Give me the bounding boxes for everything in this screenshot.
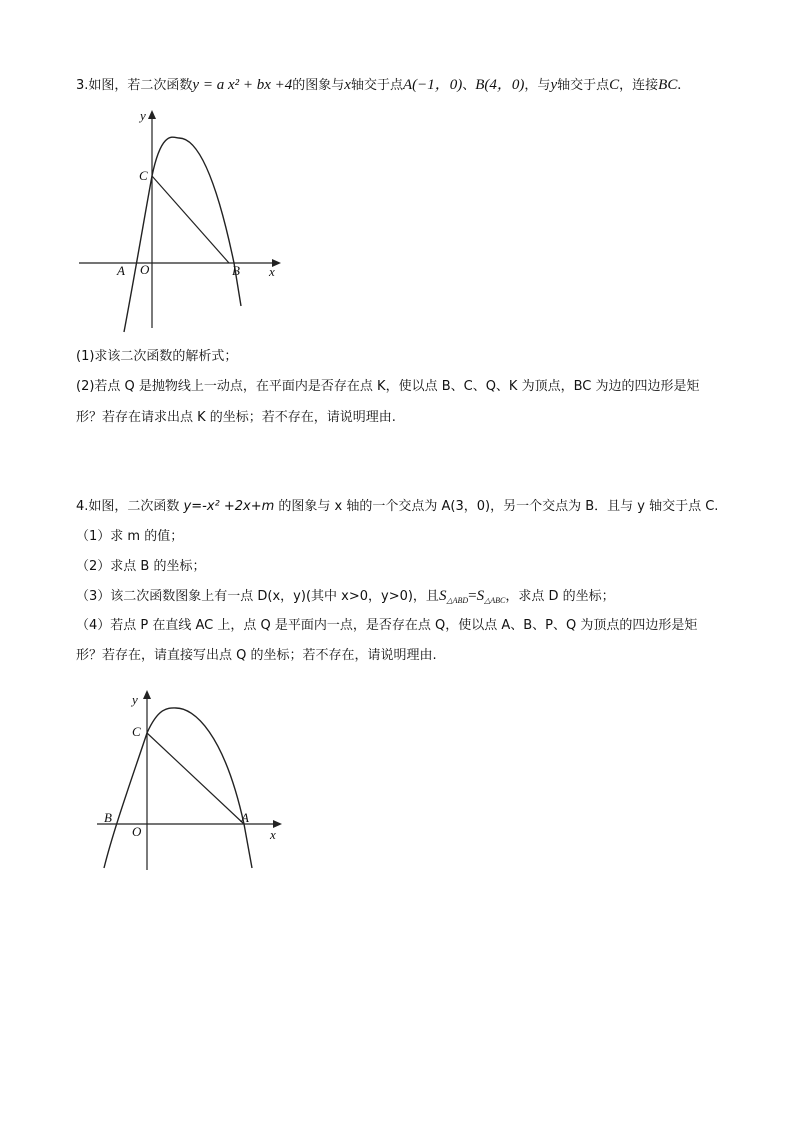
q3-point-b: B(4，0) (475, 77, 525, 93)
q4-part1: （1）求 m 的值； (76, 529, 184, 544)
q3-part1: (1)求该二次函数的解析式； (76, 349, 238, 364)
q4-label-a: A (241, 810, 249, 825)
q4-label-o: O (132, 824, 142, 839)
q3-text-f: ，连接 (619, 78, 659, 93)
q3-label-a: A (117, 263, 125, 278)
q4-figure (94, 688, 289, 873)
q3-text-b: 的图象与 (292, 78, 345, 93)
q3-segment-bc (152, 176, 229, 263)
q3-statement (76, 76, 681, 95)
q3-text-c: 轴交于点 (350, 78, 403, 93)
q4-label-x: x (270, 827, 276, 842)
q4-area-sub2: △ABC (484, 596, 506, 605)
q3-x-var: x (344, 77, 351, 93)
q3-point-a: A(−1，0) (402, 77, 463, 93)
q4-text-b: 的图象与 x 轴的一个交点为 A(3，0)，另一个交点为 B．且与 y 轴交于点 C. (274, 499, 719, 514)
q3-label-y: y (140, 108, 146, 123)
q4-part4-line2: 形？若存在，请直接写出点 Q 的坐标；若不存在，请说明理由. (76, 648, 437, 663)
q4-part3 (76, 587, 615, 610)
q4-area-s2: S (476, 588, 485, 604)
q4-part3-text-a: （3）该二次函数图象上有一点 D(x，y)(其中 x>0，y>0)，且 (76, 589, 439, 604)
q3-end: . (677, 77, 682, 93)
q4-equation: y=-x² +2x+m (183, 499, 275, 514)
q3-segment: BC (658, 77, 678, 93)
q3-text-e: 轴交于点 (557, 78, 610, 93)
q3-text-a: 如图，若二次函数 (88, 78, 193, 93)
q3-figure (76, 108, 286, 333)
q4-area-s1: S (438, 588, 447, 604)
q3-label-x: x (269, 264, 275, 279)
q3-text-d: ，与 (524, 78, 551, 93)
q4-part3-text-b: ，求点 D 的坐标； (505, 589, 615, 604)
q4-label-c: C (132, 724, 141, 739)
q4-statement (76, 498, 718, 516)
q3-label-o: O (140, 262, 150, 277)
q3-point-c: C (609, 77, 620, 93)
q3-number: 3. (76, 78, 89, 93)
q4-segment-ac (147, 733, 244, 824)
q4-parabola (104, 708, 252, 868)
q3-separator: 、 (462, 78, 476, 93)
q4-area-equals: = (468, 588, 477, 604)
q4-area-sub1: △ABD (446, 596, 469, 605)
q4-y-axis-arrow (143, 690, 151, 699)
q3-y-var: y (550, 77, 558, 93)
q4-label-y: y (132, 692, 138, 707)
q3-label-c: C (139, 168, 148, 183)
q4-part2: （2）求点 B 的坐标； (76, 559, 206, 574)
q4-text-a: 4.如图，二次函数 (76, 499, 184, 514)
q4-part4-line1: （4）若点 P 在直线 AC 上，点 Q 是平面内一点，是否存在点 Q，使以点 A、B、P、Q 为顶点的四边形是矩 (76, 618, 698, 633)
q3-part2-line2: 形？若存在请求出点 K 的坐标；若不存在，请说明理由. (76, 410, 396, 425)
q4-label-b: B (104, 810, 112, 825)
q3-y-axis-arrow (148, 110, 156, 119)
q3-label-b: B (232, 263, 240, 278)
q3-equation: y = a x² + bx +4 (192, 77, 293, 93)
q3-part2-line1: (2)若点 Q 是抛物线上一动点，在平面内是否存在点 K，使以点 B、C、Q、K 为顶点，BC 为边的四边形是矩 (76, 379, 700, 394)
q3-parabola (124, 137, 241, 332)
